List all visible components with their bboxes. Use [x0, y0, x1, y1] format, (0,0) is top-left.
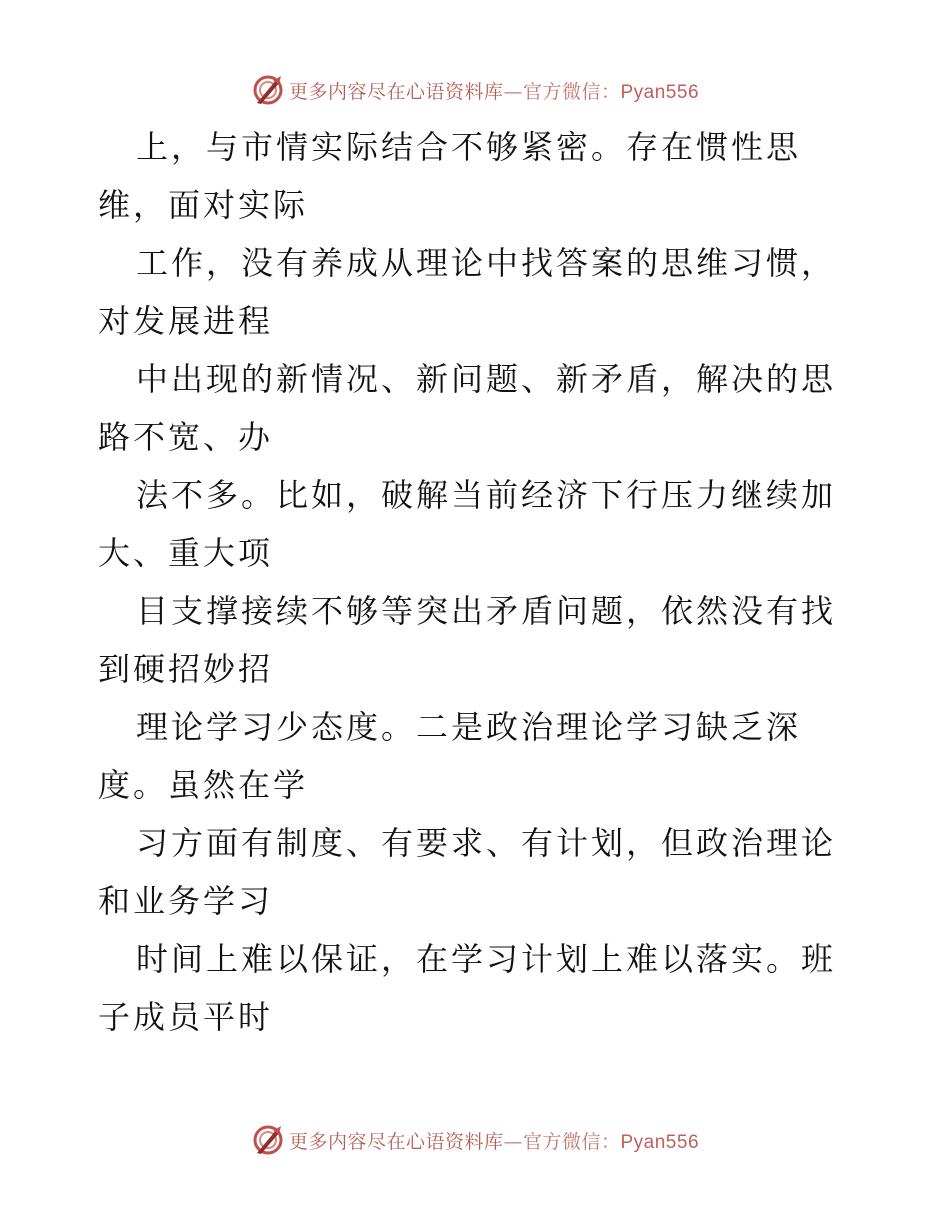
paragraph-3: 中出现的新情况、新问题、新矛盾，解决的思路不宽、办 — [98, 360, 837, 456]
paragraph-6: 理论学习少态度。二是政治理论学习缺乏深度。虽然在学 — [98, 708, 802, 804]
quill-pen-logo-icon — [251, 73, 285, 107]
header-banner-wechat: 官方微信： — [522, 80, 621, 103]
header-banner — [0, 70, 950, 110]
footer-banner — [0, 1120, 950, 1160]
footer-banner-dash: — — [503, 1130, 523, 1153]
quill-pen-logo-icon — [251, 1123, 285, 1157]
paragraph-5: 目支撑接续不够等突出矛盾问题，依然没有找到硬招妙招 — [98, 592, 837, 688]
header-banner-id: Pyan556 — [620, 81, 700, 103]
paragraph-2: 工作，没有养成从理论中找答案的思维习惯，对发展进程 — [98, 244, 837, 340]
paragraph-7: 习方面有制度、有要求、有计划，但政治理论和业务学习 — [98, 824, 837, 920]
footer-banner-main: 更多内容尽在心语资料库 — [288, 1130, 504, 1153]
footer-banner-text — [289, 1127, 699, 1154]
header-banner-main: 更多内容尽在心语资料库 — [288, 80, 504, 103]
document-body — [98, 118, 858, 1046]
paragraph-1: 上，与市情实际结合不够紧密。存在惯性思维，面对实际 — [98, 128, 802, 224]
paragraph-8: 时间上难以保证，在学习计划上难以落实。班子成员平时 — [98, 940, 837, 1036]
footer-banner-id: Pyan556 — [620, 1131, 700, 1153]
header-banner-dash: — — [503, 80, 523, 103]
footer-banner-wechat: 官方微信： — [522, 1130, 621, 1153]
paragraph-4: 法不多。比如，破解当前经济下行压力继续加大、重大项 — [98, 476, 837, 572]
header-banner-text — [289, 77, 699, 104]
